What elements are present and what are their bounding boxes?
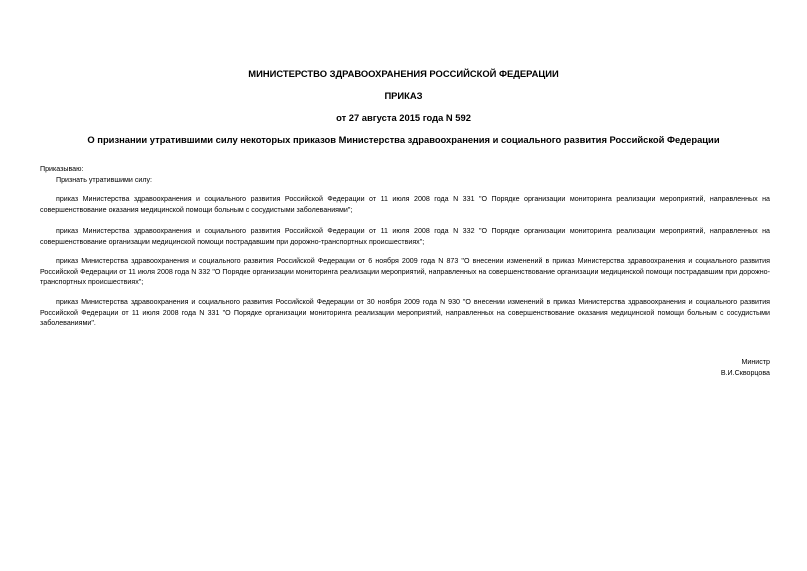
paragraph-4: приказ Министерства здравоохранения и социального развития Российской Федерации от 30 ноября 2009 года N 930 "О внесении изменений в приказ Министерства здравоохранения и социального развития Российской Федерации от 11 июля 2008 года N 331 "О Порядке организации мониторинга реализации мероприятий, направленных на совершенствование оказания медицинской помощи больным с сосудистыми заболеваниями". xyxy=(40,298,770,328)
order-word: Приказываю: xyxy=(40,165,84,173)
date-number-heading: от 27 августа 2015 года N 592 xyxy=(336,112,471,123)
paragraph-2: приказ Министерства здравоохранения и социального развития Российской Федерации от 11 июля 2008 года N 332 "О Порядке организации мониторинга реализации мероприятий, направленных на совершенствование организации медицинской помощи пострадавшим при дорожно-транспортных происшествиях"; xyxy=(40,227,770,246)
signature-name: В.И.Скворцова xyxy=(720,369,770,377)
paragraph-3: приказ Министерства здравоохранения и социального развития Российской Федерации от 6 ноября 2009 года N 873 "О внесении изменений в приказ Министерства здравоохранения и социального развития Российской Федерации от 11 июля 2008 года N 332 "О Порядке организации мониторинга реализации мероприятий, направленных на совершенствование организации медицинской помощи пострадавшим при дорожно-транспортных происшествиях"; xyxy=(40,257,770,287)
doc-type-heading: ПРИКАЗ xyxy=(384,90,423,101)
document-title: О признании утратившими силу некоторых приказов Министерства здравоохранения и социального развития Российской Федерации xyxy=(87,134,720,145)
recognize-line: Признать утратившими силу: xyxy=(56,176,153,184)
ministry-heading: МИНИСТЕРСТВО ЗДРАВООХРАНЕНИЯ РОССИЙСКОЙ ФЕДЕРАЦИИ xyxy=(248,68,559,79)
paragraph-1: приказ Министерства здравоохранения и социального развития Российской Федерации от 11 июля 2008 года N 331 "О Порядке организации мониторинга реализации мероприятий, направленных на совершенствование оказания медицинской помощи больным с сосудистыми заболеваниями"; xyxy=(40,195,770,214)
signature-position: Министр xyxy=(741,358,770,366)
